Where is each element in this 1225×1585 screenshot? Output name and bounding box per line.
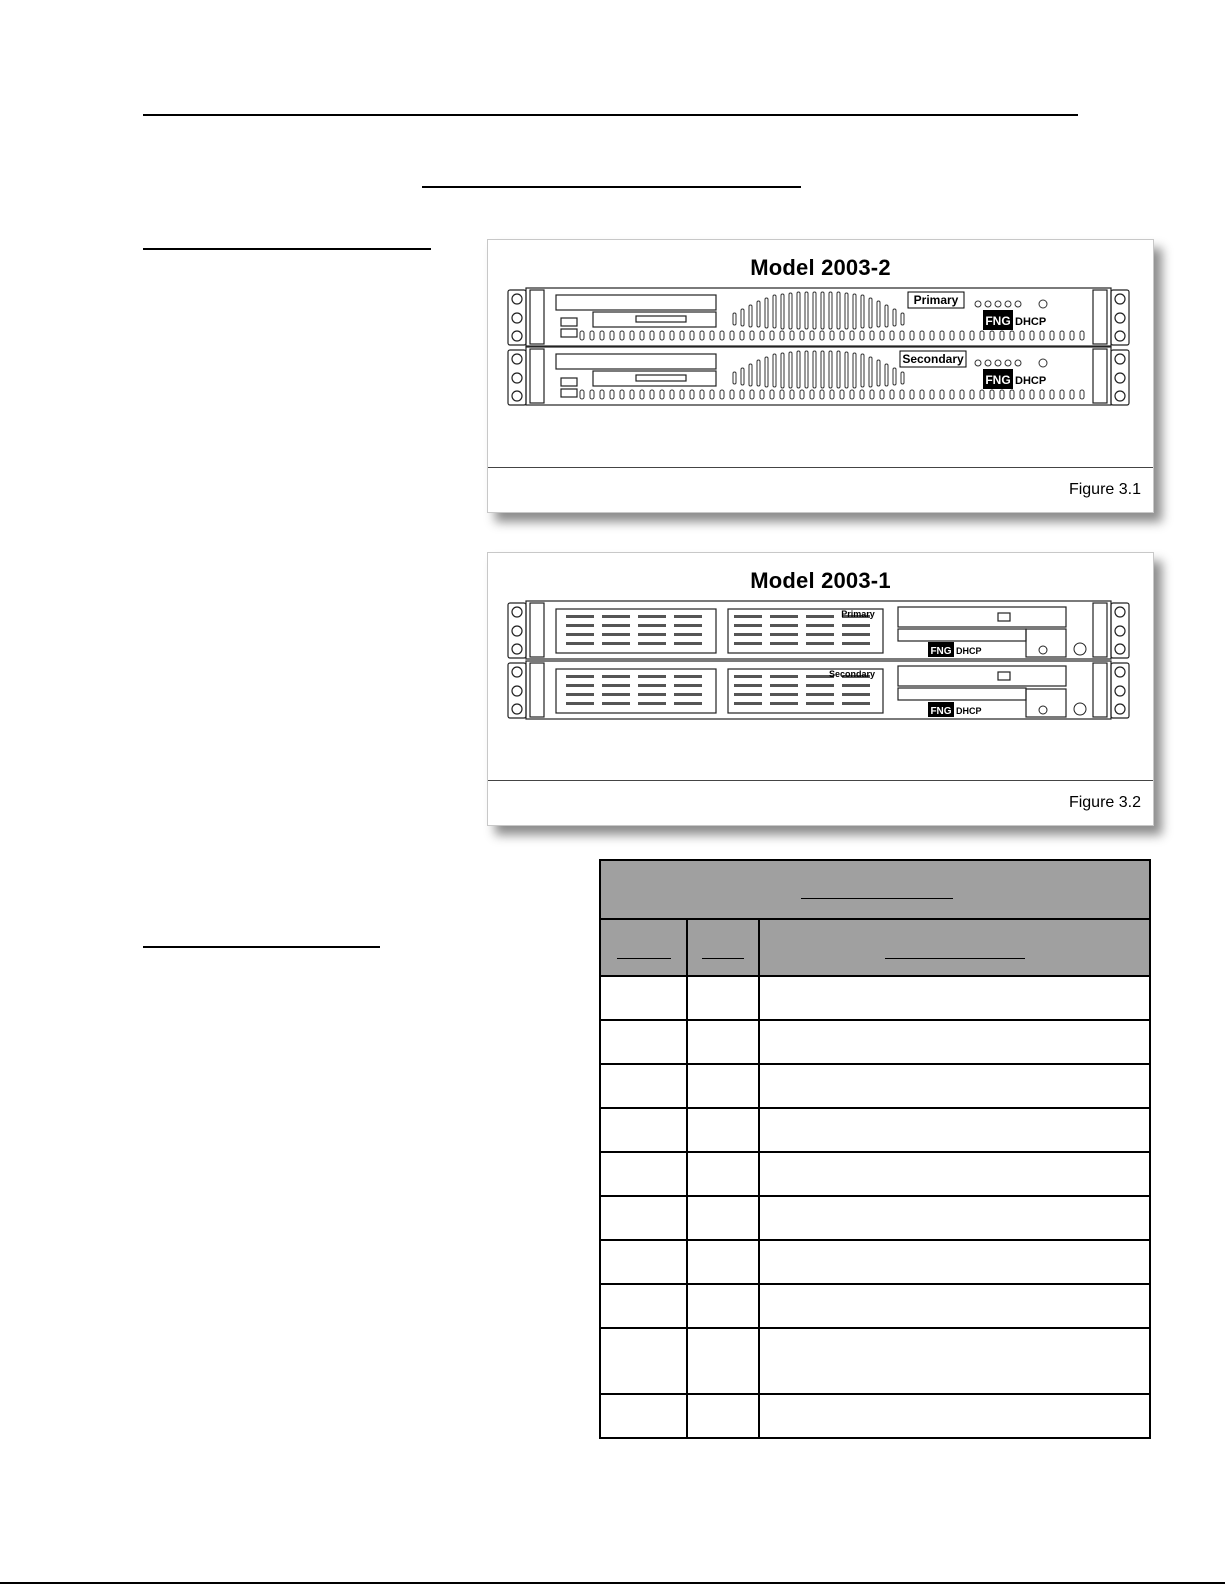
- subheading-underline-2: [143, 946, 380, 948]
- figure-caption-divider: [488, 780, 1153, 781]
- table-row: [601, 1241, 1149, 1285]
- table-row: [601, 1065, 1149, 1109]
- table-header-cell: [601, 920, 688, 975]
- table-row: [601, 1153, 1149, 1197]
- table-title-row: [601, 861, 1149, 920]
- table-header-cell: [760, 920, 1149, 975]
- brand-logo-suffix: DHCP: [956, 646, 982, 656]
- brand-logo-suffix: DHCP: [1015, 375, 1047, 387]
- table-row: [601, 1395, 1149, 1437]
- table-row: [601, 1109, 1149, 1153]
- brand-logo: FNG: [930, 706, 952, 717]
- unit-label-primary: Primary: [913, 293, 959, 307]
- table-row: [601, 1285, 1149, 1329]
- table-header-cell: [688, 920, 760, 975]
- table-row: [601, 1197, 1149, 1241]
- brand-logo-suffix: DHCP: [1015, 316, 1047, 328]
- spec-table: [599, 859, 1151, 1439]
- figure-model-2003-2: [487, 239, 1154, 513]
- section-heading-underline: [422, 186, 801, 188]
- figure-caption: Figure 3.2: [1068, 794, 1141, 811]
- table-title-underline: [801, 898, 953, 899]
- table-row: [601, 1329, 1149, 1395]
- figure-title: Model 2003-1: [750, 568, 891, 593]
- brand-logo-suffix: DHCP: [956, 706, 982, 716]
- unit-label-primary: Primary: [841, 609, 875, 619]
- figure-title: Model 2003-2: [750, 255, 891, 280]
- brand-logo: FNG: [930, 646, 952, 657]
- figure-model-2003-1: [487, 552, 1154, 826]
- subheading-underline-1: [143, 248, 431, 250]
- unit-label-secondary: Secondary: [828, 669, 876, 679]
- brand-logo: FNG: [985, 314, 1011, 328]
- page-header-rule: [143, 114, 1078, 116]
- server-rack-illustration-1u: [488, 553, 1153, 783]
- figure-caption-divider: [488, 467, 1153, 468]
- brand-logo: FNG: [985, 373, 1011, 387]
- table-row: [601, 977, 1149, 1021]
- table-header-row: [601, 920, 1149, 977]
- page-footer-rule: [0, 1582, 1225, 1584]
- server-rack-illustration-2u: [488, 240, 1153, 470]
- table-row: [601, 1021, 1149, 1065]
- unit-label-secondary: Secondary: [902, 352, 964, 366]
- figure-caption: Figure 3.1: [1068, 481, 1141, 498]
